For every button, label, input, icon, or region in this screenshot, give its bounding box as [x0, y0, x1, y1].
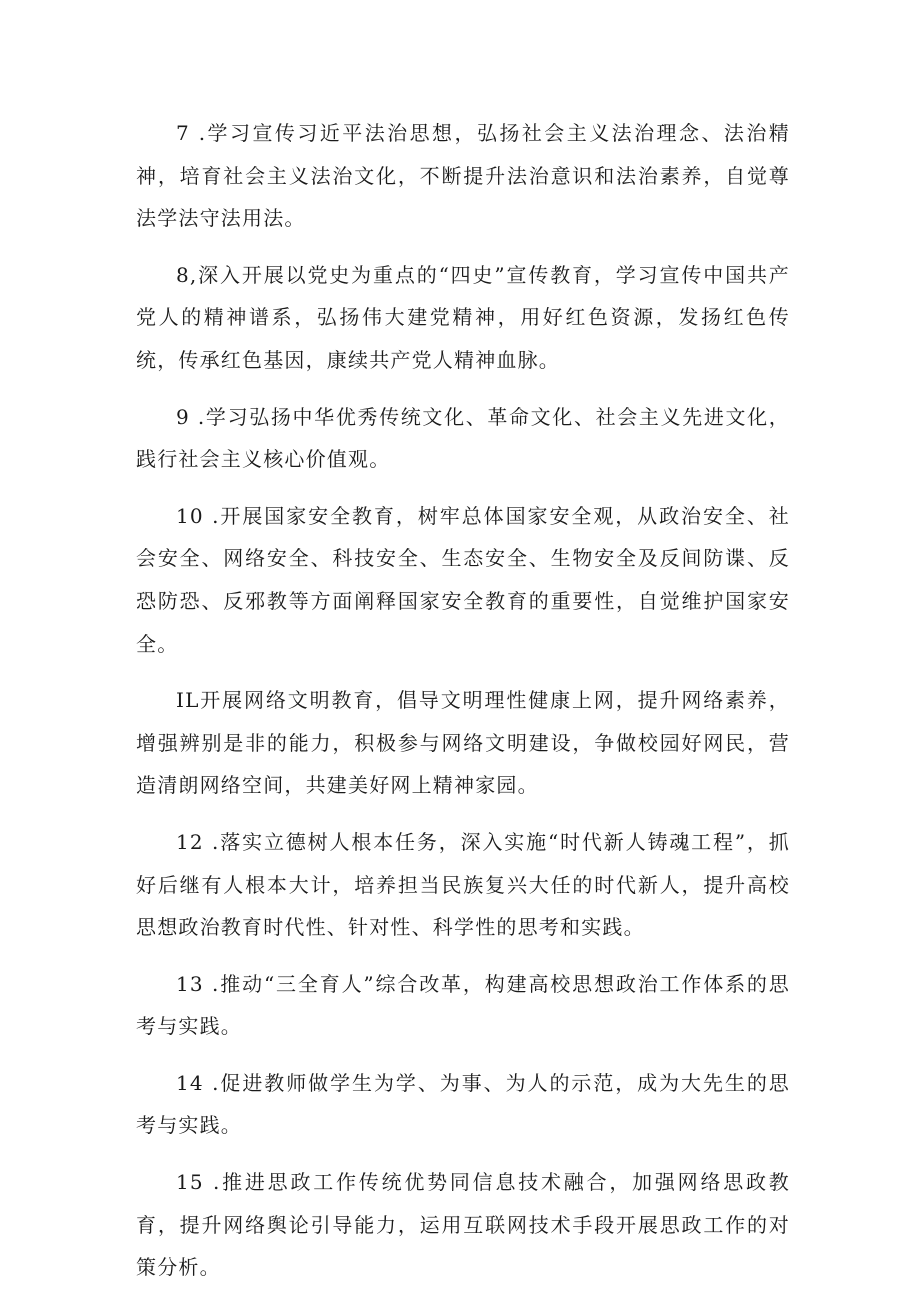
paragraph-item-13: 13 .推动“三全育人”综合改革，构建高校思想政治工作体系的思考与实践。 [136, 971, 790, 1039]
paragraph-item-12: 12 .落实立德树人根本任务，深入实施“时代新人铸魂工程”，抓好后继有人根本大计，培养担当民族复兴大任的时代新人，提升高校思想政治教育时代性、针对性、科学性的思考和实践。 [136, 829, 790, 940]
paragraph-item-14: 14 .促进教师做学生为学、为事、为人的示范，成为大先生的思考与实践。 [136, 1070, 790, 1138]
document-body [136, 112, 790, 1303]
paragraph-item-10: 10 .开展国家安全教育，树牢总体国家安全观，从政治安全、社会安全、网络安全、科技安全、生态安全、生物安全及反间防谍、反恐防恐、反邪教等方面阐释国家安全教育的重要性，自觉维护国家安全。 [136, 503, 790, 656]
paragraph-item-11: IL开展网络文明教育，倡导文明理性健康上网，提升网络素养，增强辨别是非的能力，积极参与网络文明建设，争做校园好网民，营造清朗网络空间，共建美好网上精神家园。 [136, 688, 790, 798]
paragraph-item-8: 8,深入开展以党史为重点的“四史”宣传教育，学习宣传中国共产党人的精神谱系，弘扬伟大建党精神，用好红色资源，发扬红色传统，传承红色基因，康续共产党人精神血脉。 [136, 262, 790, 372]
paragraph-item-9: 9 .学习弘扬中华优秀传统文化、革命文化、社会主义先进文化，践行社会主义核心价值观。 [136, 404, 790, 472]
paragraph-item-15: 15 .推进思政工作传统优势同信息技术融合，加强网络思政教育，提升网络舆论引导能力，运用互联网技术手段开展思政工作的对策分析。 [136, 1170, 790, 1280]
paragraph-item-7: 7 .学习宣传习近平法治思想，弘扬社会主义法治理念、法治精神，培育社会主义法治文化，不断提升法治意识和法治素养，自觉尊法学法守法用法。 [136, 121, 790, 231]
